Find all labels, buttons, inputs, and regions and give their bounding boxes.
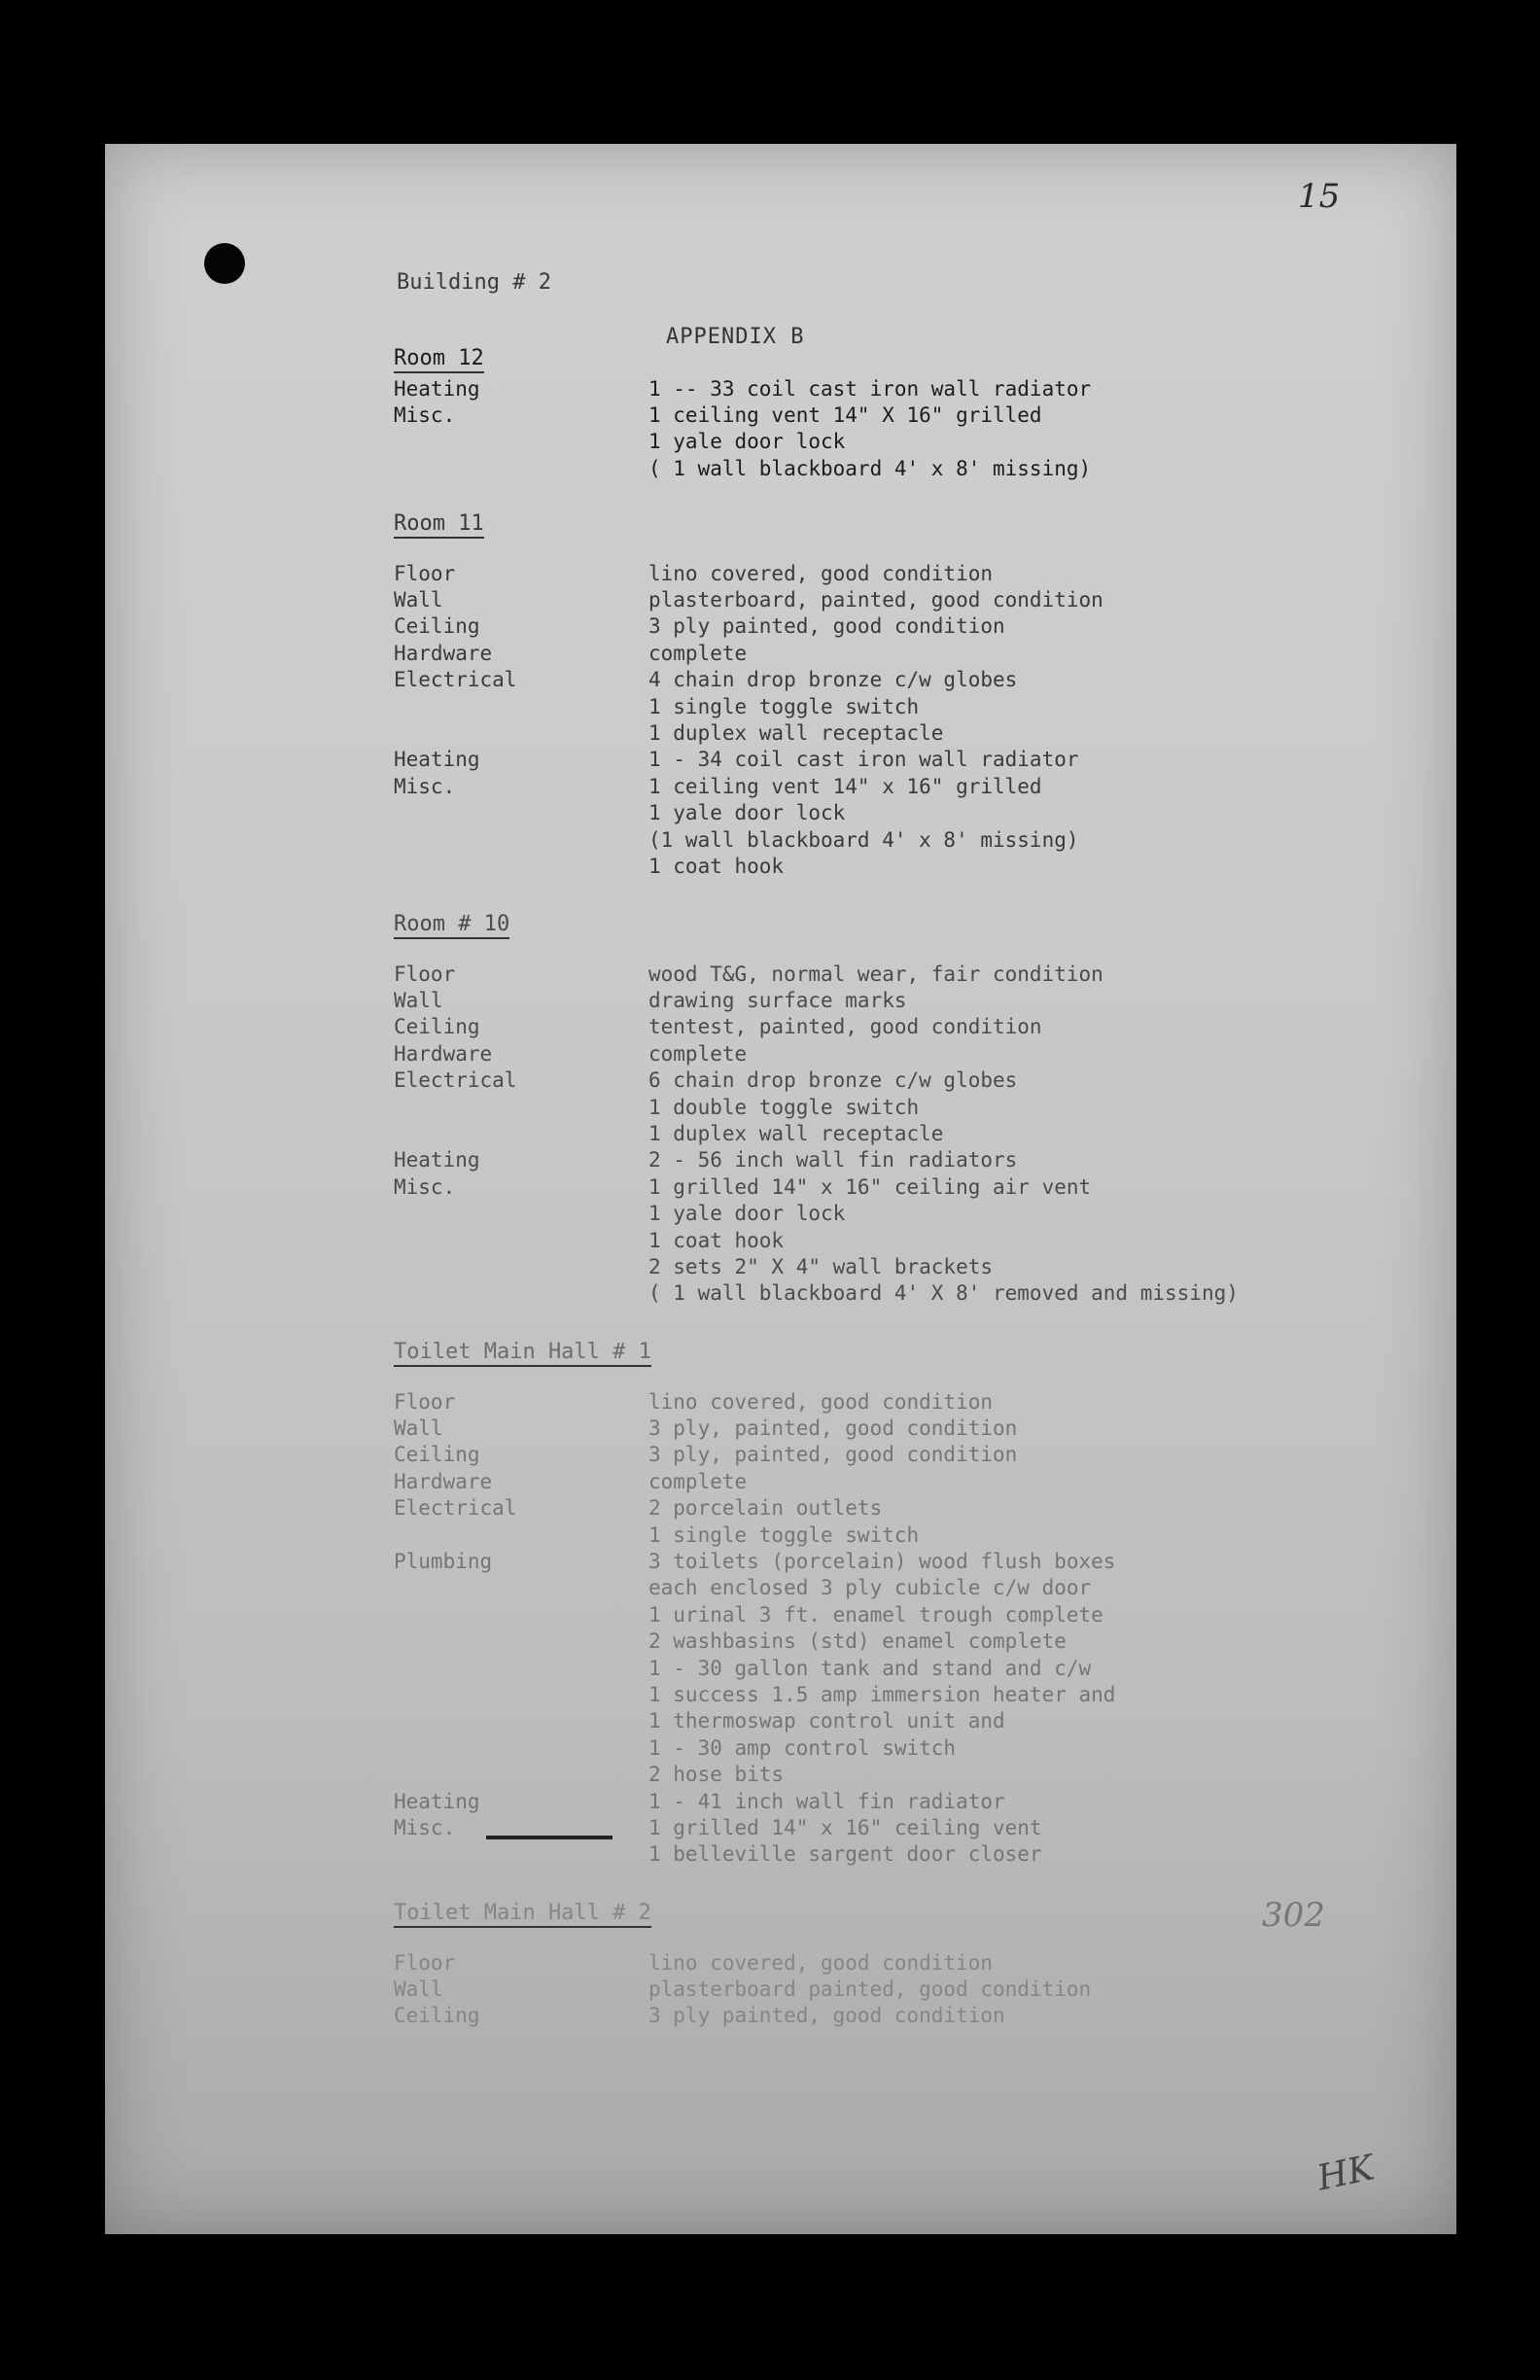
inventory-row — [394, 1120, 1366, 1146]
inventory-row — [394, 1761, 1366, 1787]
row-value: 1 yale door lock — [648, 430, 846, 454]
row-value: 2 hose bits — [648, 1763, 785, 1787]
section-rows — [394, 375, 1366, 482]
row-value: 6 chain drop bronze c/w globes — [648, 1068, 1018, 1093]
row-value: 3 ply, painted, good condition — [648, 1417, 1018, 1441]
row-label: Electrical — [394, 668, 517, 692]
row-value: 3 ply painted, good condition — [648, 2004, 1005, 2028]
row-label: Ceiling — [394, 1443, 480, 1467]
row-label: Electrical — [394, 1496, 517, 1521]
row-value: each enclosed 3 ply cubicle c/w door — [648, 1576, 1092, 1600]
row-value: 1 - 41 inch wall fin radiator — [648, 1789, 1005, 1813]
section-rows — [394, 560, 1366, 880]
inventory-row — [394, 2003, 1366, 2029]
inventory-row — [394, 826, 1366, 853]
inventory-row — [394, 1841, 1366, 1868]
section-heading: Room 12 — [394, 346, 484, 373]
row-label: Wall — [394, 1978, 443, 2002]
inventory-row — [394, 586, 1366, 612]
inventory-row — [394, 1976, 1366, 2002]
section-heading: Room # 10 — [394, 912, 509, 939]
row-value: 1 duplex wall receptacle — [648, 721, 944, 746]
inventory-row — [394, 1388, 1366, 1415]
row-label: Heating — [394, 1789, 480, 1813]
appendix-title: APPENDIX B — [666, 325, 805, 349]
row-label: Wall — [394, 588, 443, 612]
row-label: Heating — [394, 376, 480, 401]
section-toilet-main-hall-2 — [394, 1901, 1366, 2029]
row-label: Hardware — [394, 1041, 493, 1066]
inventory-row — [394, 1094, 1366, 1120]
row-label: Heating — [394, 1148, 480, 1172]
row-label: Wall — [394, 989, 443, 1013]
row-label: Misc. — [394, 1174, 456, 1199]
row-value: 1 single toggle switch — [648, 1522, 920, 1547]
punch-hole — [204, 243, 245, 284]
row-label: Electrical — [394, 1068, 517, 1093]
inventory-row — [394, 1068, 1366, 1094]
inventory-row — [394, 1147, 1366, 1173]
row-value: wood T&G, normal wear, fair condition — [648, 962, 1103, 986]
inventory-row — [394, 1280, 1366, 1307]
row-label: Misc. — [394, 403, 456, 428]
row-value: 4 chain drop bronze c/w globes — [648, 668, 1018, 692]
row-value: lino covered, good condition — [648, 1389, 994, 1414]
page-number: 15 — [1298, 177, 1341, 216]
row-value: tentest, painted, good condition — [648, 1015, 1042, 1039]
row-label: Floor — [394, 561, 456, 585]
inventory-row — [394, 1173, 1366, 1200]
inventory-row — [394, 987, 1366, 1013]
row-label: Misc. — [394, 774, 456, 798]
row-value: 1 - 34 coil cast iron wall radiator — [648, 748, 1079, 772]
row-value: complete — [648, 1469, 748, 1493]
inventory-row — [394, 640, 1366, 666]
row-value: plasterboard, painted, good condition — [648, 588, 1103, 612]
inventory-row — [394, 613, 1366, 640]
row-value: 1 thermoswap control unit and — [648, 1709, 1005, 1733]
inventory-row — [394, 1548, 1366, 1574]
section-heading: Toilet Main Hall # 1 — [394, 1340, 651, 1367]
inventory-row — [394, 747, 1366, 773]
row-value: lino covered, good condition — [648, 1950, 994, 1975]
row-value: 3 toilets (porcelain) wood flush boxes — [648, 1550, 1116, 1574]
section-rows — [394, 961, 1366, 1307]
row-value: 1 urinal 3 ft. enamel trough complete — [648, 1602, 1103, 1627]
inventory-row — [394, 800, 1366, 826]
inventory-row — [394, 773, 1366, 799]
inventory-row — [394, 402, 1366, 428]
row-value: complete — [648, 1041, 748, 1066]
row-value: plasterboard painted, good condition — [648, 1978, 1092, 2002]
row-value: drawing surface marks — [648, 989, 907, 1013]
row-label: Ceiling — [394, 614, 480, 639]
inventory-row — [394, 853, 1366, 879]
inventory-row — [394, 1495, 1366, 1522]
row-label: Heating — [394, 748, 480, 772]
section-rows — [394, 1388, 1366, 1868]
row-value: 1 coat hook — [648, 854, 785, 878]
row-label: Ceiling — [394, 1015, 480, 1039]
row-value: 2 - 56 inch wall fin radiators — [648, 1148, 1018, 1172]
inventory-row — [394, 1201, 1366, 1227]
row-value: lino covered, good condition — [648, 561, 994, 585]
inventory-row — [394, 429, 1366, 455]
row-value: 1 coat hook — [648, 1228, 785, 1252]
section-room-12 — [394, 346, 1366, 482]
inventory-row — [394, 693, 1366, 719]
handwritten-initials: HK — [1313, 2148, 1378, 2199]
row-value: 1 belleville sargent door closer — [648, 1842, 1042, 1867]
section-heading: Toilet Main Hall # 2 — [394, 1901, 651, 1928]
inventory-row — [394, 375, 1366, 402]
row-value: ( 1 wall blackboard 4' X 8' removed and missing) — [648, 1281, 1239, 1306]
row-value: 1 - 30 gallon tank and stand and c/w — [648, 1656, 1092, 1680]
section-room-10 — [394, 912, 1366, 1307]
row-value: 3 ply, painted, good condition — [648, 1443, 1018, 1467]
margin-number: 302 — [1262, 1896, 1325, 1935]
row-value: 1 grilled 14" x 16" ceiling vent — [648, 1815, 1042, 1839]
inventory-row — [394, 1655, 1366, 1681]
inventory-row — [394, 719, 1366, 746]
row-value: 1 -- 33 coil cast iron wall radiator — [648, 376, 1092, 401]
inventory-row — [394, 1468, 1366, 1494]
section-room-11 — [394, 511, 1366, 880]
row-value: 1 yale door lock — [648, 1202, 846, 1226]
row-value: 1 - 30 amp control switch — [648, 1735, 957, 1760]
inventory-row — [394, 961, 1366, 987]
row-value: ( 1 wall blackboard 4' x 8' missing) — [648, 456, 1092, 480]
inventory-row — [394, 1575, 1366, 1601]
inventory-row — [394, 1253, 1366, 1279]
row-label: Hardware — [394, 1469, 493, 1493]
inventory-row — [394, 1788, 1366, 1814]
row-label: Floor — [394, 1389, 456, 1414]
row-value: 2 washbasins (std) enamel complete — [648, 1629, 1067, 1654]
row-value: 2 porcelain outlets — [648, 1496, 883, 1521]
row-value: 1 yale door lock — [648, 801, 846, 825]
inventory-row — [394, 1734, 1366, 1761]
section-toilet-main-hall-1 — [394, 1340, 1366, 1868]
row-value: (1 wall blackboard 4' x 8' missing) — [648, 827, 1079, 852]
row-value: 1 ceiling vent 14" x 16" grilled — [648, 774, 1042, 798]
inventory-row — [394, 1415, 1366, 1441]
row-label: Ceiling — [394, 2004, 480, 2028]
inventory-row — [394, 1227, 1366, 1253]
row-label: Hardware — [394, 641, 493, 665]
inventory-row — [394, 1628, 1366, 1655]
inventory-row — [394, 1601, 1366, 1628]
inventory-row — [394, 1708, 1366, 1734]
inventory-row — [394, 1040, 1366, 1067]
inventory-row — [394, 560, 1366, 586]
inventory-row — [394, 455, 1366, 481]
row-value: 1 success 1.5 amp immersion heater and — [648, 1682, 1116, 1706]
row-label: Wall — [394, 1417, 443, 1441]
inventory-row — [394, 1522, 1366, 1548]
inventory-row — [394, 1014, 1366, 1040]
row-value: 1 duplex wall receptacle — [648, 1122, 944, 1146]
row-value: 1 single toggle switch — [648, 694, 920, 718]
row-value: complete — [648, 641, 748, 665]
section-heading: Room 11 — [394, 511, 484, 539]
section-rows — [394, 1949, 1366, 2029]
row-value: 1 double toggle switch — [648, 1095, 920, 1119]
row-value: 3 ply painted, good condition — [648, 614, 1005, 639]
inventory-row — [394, 1442, 1366, 1468]
inventory-row — [394, 1949, 1366, 1976]
row-value: 2 sets 2" X 4" wall brackets — [648, 1254, 994, 1278]
inventory-row — [394, 667, 1366, 693]
row-value: 1 grilled 14" x 16" ceiling air vent — [648, 1174, 1092, 1199]
row-value: 1 ceiling vent 14" X 16" grilled — [648, 403, 1042, 428]
building-label: Building # 2 — [397, 270, 551, 295]
row-label: Floor — [394, 1950, 456, 1975]
inventory-row — [394, 1681, 1366, 1707]
pen-stroke — [486, 1836, 612, 1839]
row-label: Misc. — [394, 1815, 456, 1839]
row-label: Floor — [394, 962, 456, 986]
row-label: Plumbing — [394, 1550, 493, 1574]
